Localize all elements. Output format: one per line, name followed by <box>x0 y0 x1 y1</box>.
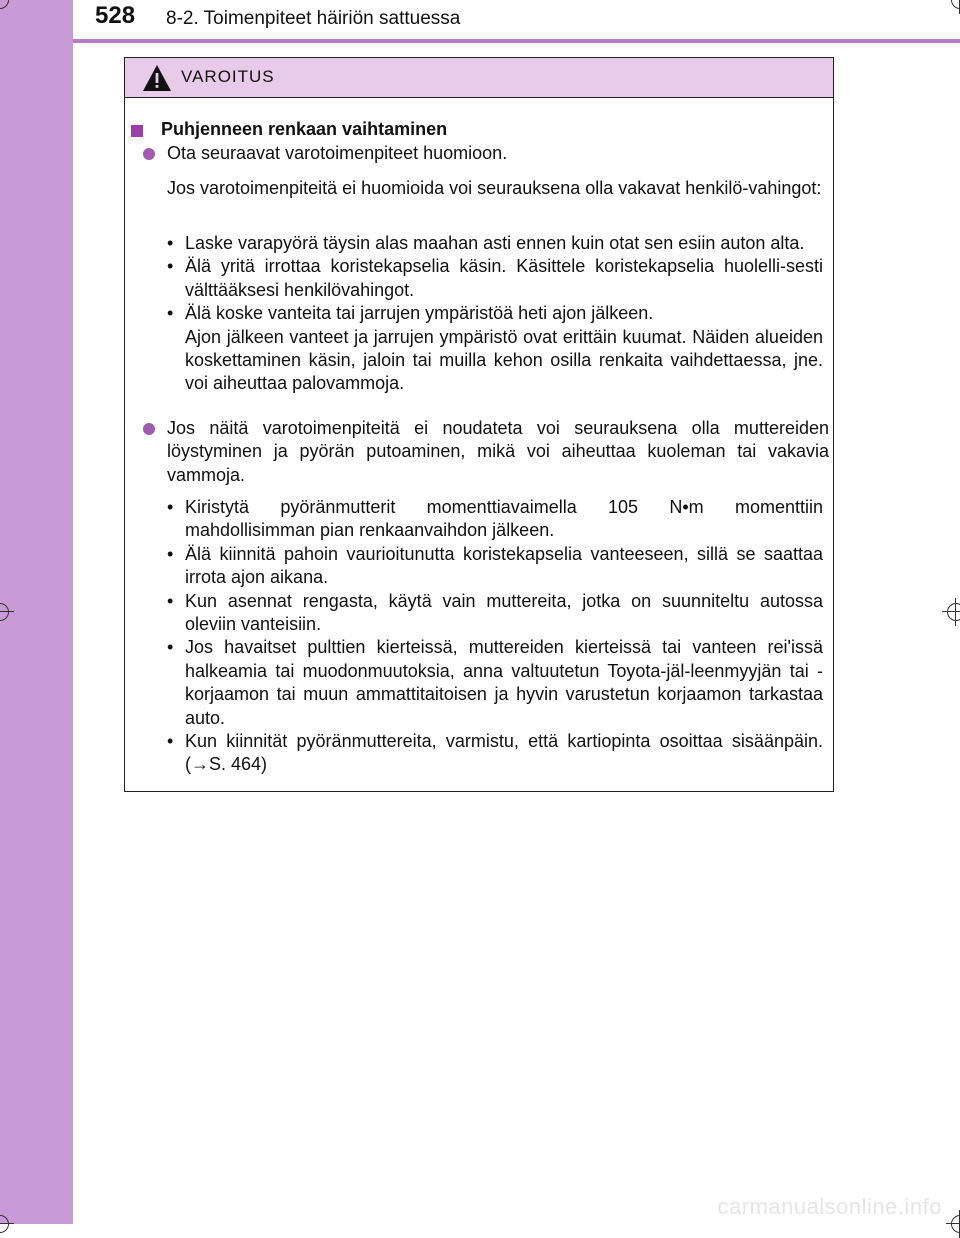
point2-text: Jos näitä varotoimenpiteitä ei noudateta voi seurauksena olla muttereiden löystyminen ja pyörän putoaminen, mikä voi aiheuttaa kuoleman tai vakavia vammoja. <box>167 418 829 485</box>
header-rule <box>73 39 960 43</box>
point2-bullet-list <box>167 496 823 777</box>
crop-mark-icon <box>0 1210 14 1238</box>
section-title: 8-2. Toimenpiteet häiriön sattuessa <box>166 8 461 29</box>
round-bullet-icon <box>143 423 155 435</box>
square-bullet-icon <box>131 125 143 137</box>
list-item: • Jos havaitset pulttien kierteissä, muttereiden kierteissä tai vanteen rei'issä halkeamia tai muodonmuutoksia, anna valtuutetun Toyota-jäl-leenmyyjän tai -korjaamon tai muun ammattitaitoisen ja hyvin varustetun korjaamon tarkastaa auto. <box>167 636 823 730</box>
point1-bullet-list <box>167 232 823 396</box>
point1-text: Ota seuraavat varotoimenpiteet huomioon. <box>167 143 508 163</box>
crop-mark-icon <box>0 0 14 14</box>
warning-header <box>125 58 833 98</box>
list-item: • Kun asennat rengasta, käytä vain muttereita, jotka on suunniteltu autossa oleviin vanteisiin. <box>167 590 823 637</box>
warning-box <box>124 57 834 792</box>
list-item: • Älä koske vanteita tai jarrujen ympäristöä heti ajon jälkeen. <box>167 302 823 325</box>
page-number: 528 <box>95 2 136 29</box>
list-item: • Kun kiinnität pyöränmuttereita, varmistu, että kartiopinta osoittaa sisäänpäin. (→S. 464) <box>167 730 823 777</box>
warning-label: VAROITUS <box>181 67 275 86</box>
crop-mark-icon <box>946 0 960 14</box>
list-item: • Kiristytä pyöränmutterit momenttiavaimella 105 N•m momenttiin mahdollisimman pian renkaanvaihdon jälkeen. <box>167 496 823 543</box>
list-item: • Älä yritä irrottaa koristekapselia käsin. Käsittele koristekapselia huolelli-sesti välttääksesi henkilövahingot. <box>167 255 823 302</box>
crop-mark-icon <box>942 598 960 626</box>
list-item-continuation: Ajon jälkeen vanteet ja jarrujen ympäristö ovat erittäin kuumat. Näiden alueiden koskettaminen käsin, jaloin tai muilla kehon osilla renkaita vaihdettaessa, jne. voi aiheuttaa palovammoja. <box>185 326 823 394</box>
round-bullet-icon <box>143 148 155 160</box>
warning-triangle-icon <box>142 64 172 92</box>
list-item: • Älä kiinnitä pahoin vaurioitunutta koristekapselia vanteeseen, sillä se saattaa irrota ajon aikana. <box>167 543 823 590</box>
list-item: • Laske varapyörä täysin alas maahan asti ennen kuin otat sen esiin auton alta. <box>167 232 823 255</box>
warning-heading: Puhjenneen renkaan vaihtaminen <box>161 119 448 139</box>
crop-mark-icon <box>946 1210 960 1238</box>
crop-mark-icon <box>0 598 14 626</box>
point1-paragraph: Jos varotoimenpiteitä ei huomioida voi seurauksena olla vakavat henkilö-vahingot: <box>167 178 822 198</box>
watermark: carmanualsonline.info <box>717 1194 942 1219</box>
